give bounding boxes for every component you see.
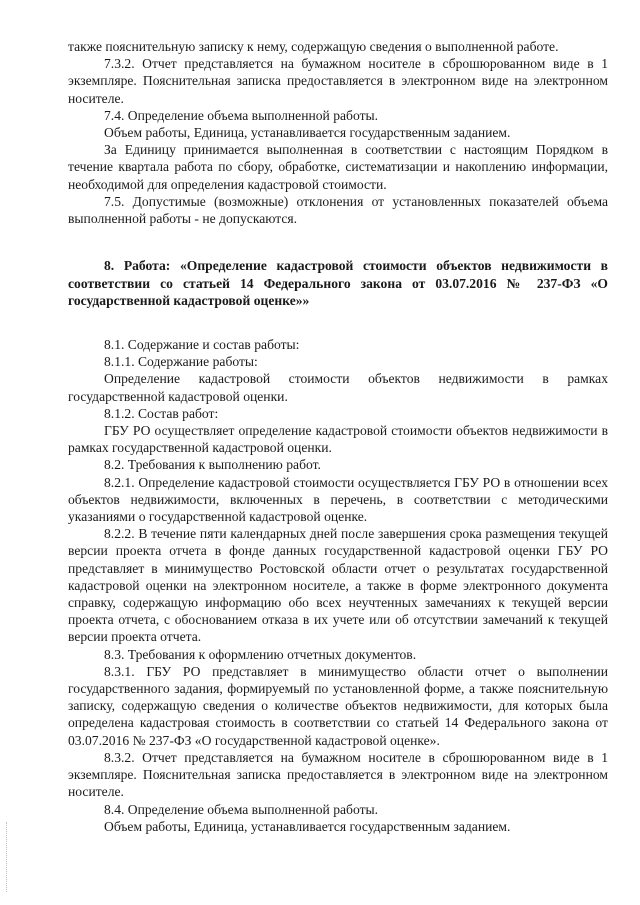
paragraph-continuation: также пояснительную записку к нему, содержащую сведения о выполненной работе. <box>68 39 559 54</box>
paragraph-volume-final: Объем работы, Единица, устанавливается государственным заданием. <box>104 818 511 834</box>
paragraph-8-1-1: 8.1.1. Содержание работы: <box>104 354 258 370</box>
paragraph-8-1: 8.1. Содержание и состав работы: <box>104 337 300 353</box>
paragraph-8-3-1: 8.3.1. ГБУ РО представляет в минимущество области отчет о выполнении государственного задания, формируемый по установленной форме, а также пояснительную записку, содержащую сведения о количестве объектов недвижимости, для которых была определена кадастровая стоимость в соответствии со статьей 14 Федерального закона от 03.07.2016 № 237-ФЗ «О государственной кадастровой оценке». <box>68 663 608 748</box>
paragraph-unit-definition: За Единицу принимается выполненная в соответствии с настоящим Порядком в течение квартала работа по сбору, обработке, систематизации и накоплению информации, необходимой для определения кадастровой стоимости. <box>68 142 608 192</box>
paragraph-8-2: 8.2. Требования к выполнению работ. <box>104 457 321 473</box>
paragraph-7-4: 7.4. Определение объема выполненной работы. <box>104 107 379 123</box>
paragraph-8-4: 8.4. Определение объема выполненной работы. <box>104 801 379 817</box>
paragraph-8-3-2: 8.3.2. Отчет представляется на бумажном носителе в сброшюрованном виде в 1 экземпляре. Пояснительная записка предоставляется в электронном виде на электронном носителе. <box>68 749 608 800</box>
paragraph-7-3-2: 7.3.2. Отчет представляется на бумажном носителе в сброшюрованном виде в 1 экземпляре. Пояснительная записка предоставляется в электронном виде на электронном носителе. <box>68 56 608 106</box>
scan-margin-marks <box>6 822 11 892</box>
paragraph-composition-description: ГБУ РО осуществляет определение кадастровой стоимости объектов недвижимости в рамках государственной кадастровой оценки. <box>68 423 608 456</box>
paragraph-volume: Объем работы, Единица, устанавливается государственным заданием. <box>104 125 511 141</box>
paragraph-8-2-2: 8.2.2. В течение пяти календарных дней после завершения срока размещения текущей версии проекта отчета в фонде данных государственной кадастровой оценки ГБУ РО представляет в минимущество Ростовской области отчет о результатах государственной кадастровой оценки на электронном носителе, а также в форме электронного документа справку, содержащую информацию обо всех неучтенных замечаниях к текущей версии проекта отчета, с обоснованием отказа в их учете или об отсутствии замечаний к текущей версии проекта отчета. <box>68 526 608 645</box>
paragraph-8-1-2: 8.1.2. Состав работ: <box>104 405 219 421</box>
section-heading-8: 8. Работа: «Определение кадастровой стоимости объектов недвижимости в соответствии со статьей 14 Федерального закона от 03.07.2016 № 237-ФЗ «О государственной кадастровой оценке»» <box>68 258 608 309</box>
paragraph-8-2-1: 8.2.1. Определение кадастровой стоимости осуществляется ГБУ РО в отношении всех объектов недвижимости, включенных в перечень, в соответствии с методическими указаниями о государственной кадастровой оценке. <box>68 474 608 525</box>
paragraph-7-5: 7.5. Допустимые (возможные) отклонения от установленных показателей объема выполненной работы - не допускаются. <box>68 193 608 227</box>
document-page <box>68 38 608 835</box>
paragraph-8-3: 8.3. Требования к оформлению отчетных документов. <box>104 646 417 662</box>
paragraph-content-description: Определение кадастровой стоимости объектов недвижимости в рамках государственной кадастровой оценки. <box>68 371 608 404</box>
